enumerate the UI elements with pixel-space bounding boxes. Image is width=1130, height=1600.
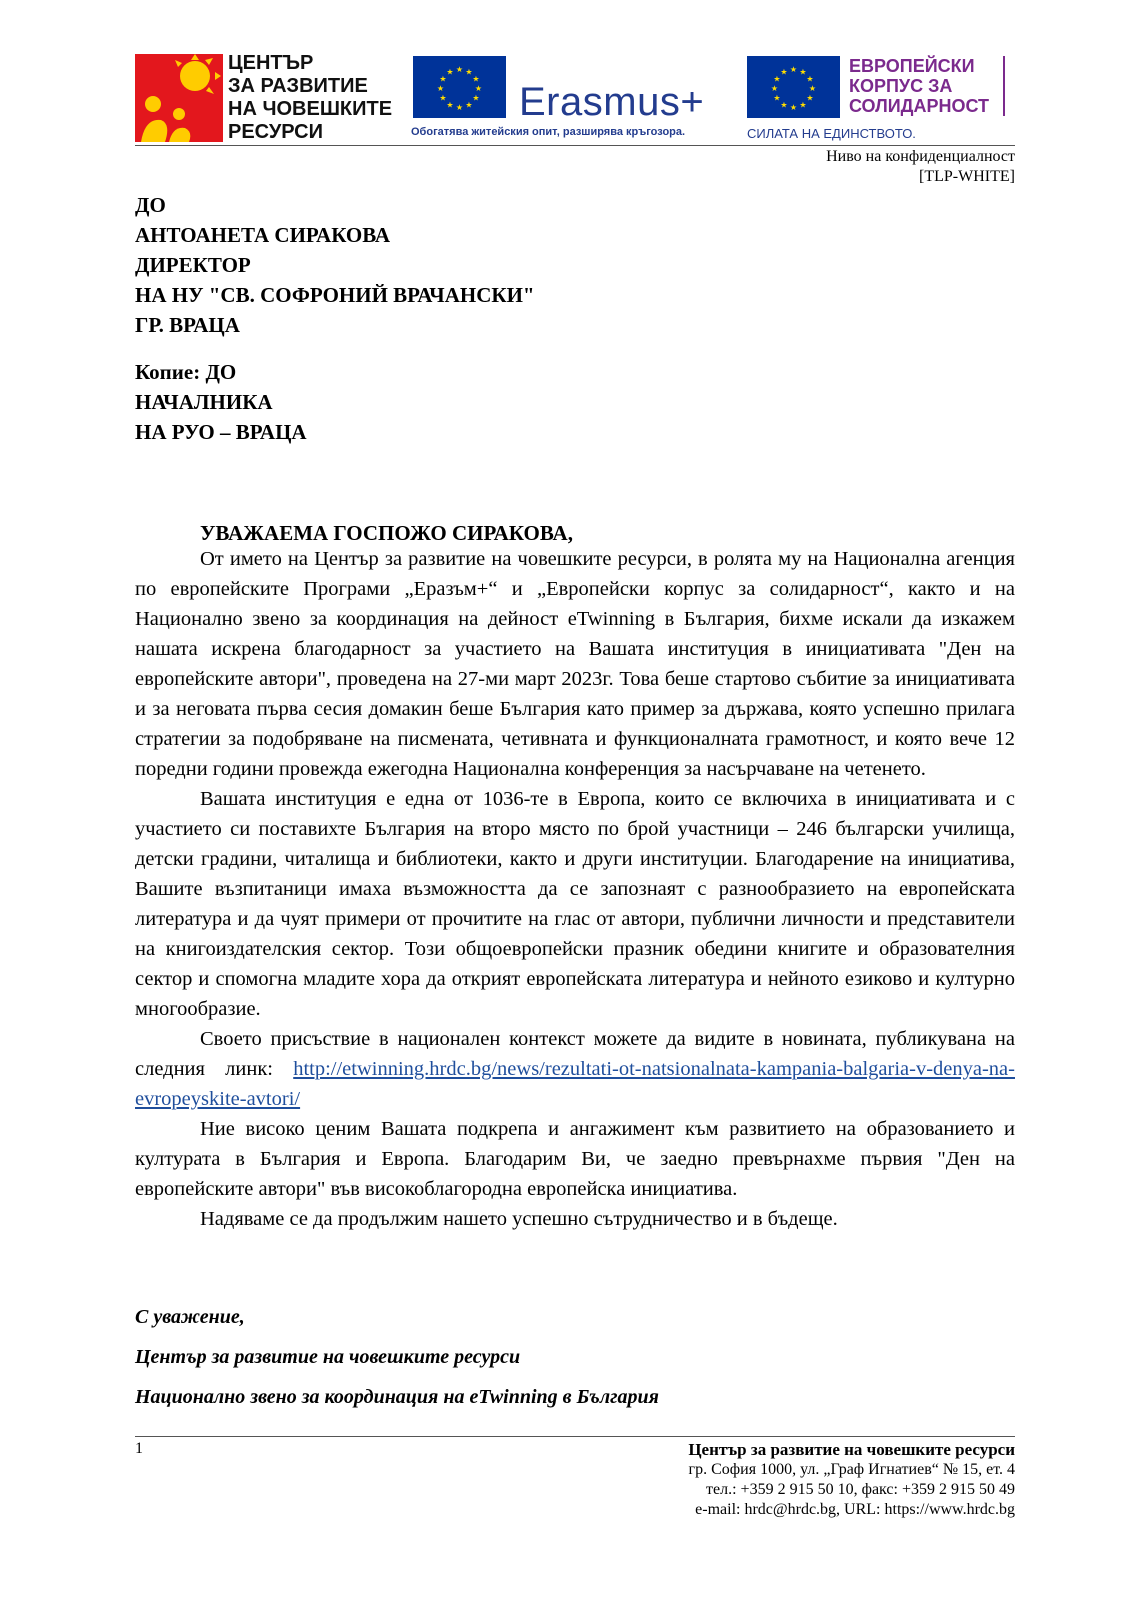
svg-text:★: ★ [439,93,447,103]
footer-address: гр. София 1000, ул. „Граф Игнатиев“ № 15, ет. 4 [688,1461,1015,1478]
svg-text:★: ★ [806,74,814,84]
footer-phones: тел.: +359 2 915 50 10, факс: +359 2 915 50 49 [706,1481,1015,1498]
svg-text:★: ★ [439,74,447,84]
svg-text:★: ★ [789,65,798,74]
letter-body [135,544,1015,1234]
link-paragraph-text: Своето присъствие в национален контекст можете да видите в новината, публикувана на следния линк: [135,1028,1015,1080]
svg-text:★: ★ [465,100,473,110]
addressee-line: ГР. ВРАЦА [135,313,240,337]
addressee-line: ДО [135,193,166,217]
addressee-line: НА НУ "СВ. СОФРОНИЙ ВРАЧАНСКИ" [135,283,535,307]
svg-text:★: ★ [808,84,817,93]
hrdc-logo-mark [135,54,223,142]
esc-logo-line: КОРПУС ЗА [849,76,953,96]
esc-tagline: СИЛАТА НА ЕДИНСТВОТО. [747,126,916,141]
svg-text:★: ★ [789,103,798,112]
svg-text:★: ★ [436,84,445,93]
hrdc-logo-line: РЕСУРСИ [228,121,323,143]
body-paragraph: Вашата институция е една от 1036-те в Европа, които се включиха в инициативата и с участието си поставихте България на второ място по брой участници – 246 български училища, детски градини, читалища и библиотеки, както и други институции. Благодарение на инициатива, Вашите възпитаници имаха възможността да се запознаят с разнообразието на европейската литература и да чуят примери от прочитите на глас от автори, публични личности и представители на книгоиздателския сектор. Този общоевропейски празник обедини книгите и образователния сектор и спомогна младите хора да открият европейската литература и нейното езиково и културно многообразие. [135,788,1015,1020]
svg-text:★: ★ [773,74,781,84]
addressee-block [135,190,535,340]
erasmus-tagline: Обогатява житейския опит, разширява кръгозора. [411,126,686,138]
svg-text:★: ★ [455,65,464,74]
salutation: УВАЖАЕМА ГОСПОЖО СИРАКОВА, [200,521,573,545]
hrdc-logo-line: ЦЕНТЪР [228,52,314,74]
esc-logo-line: ЕВРОПЕЙСКИ [849,56,975,76]
footer-contacts [688,1440,1015,1520]
addressee-line: ДИРЕКТОР [135,253,251,277]
svg-text:★: ★ [446,100,454,110]
letterhead [135,50,1015,144]
confidentiality-level [826,147,1015,187]
svg-text:★: ★ [806,93,814,103]
footer-email-url: e-mail: hrdc@hrdc.bg, URL: https://www.hrdc.bg [695,1501,1015,1518]
esc-logo-line: СОЛИДАРНОСТ [849,96,990,116]
copy-to-block [135,357,307,447]
closing-line: Национално звено за координация на eTwinning в България [135,1386,659,1408]
body-paragraph: Надяваме се да продължим нашето успешно сътрудничество и в бъдеще. [200,1208,838,1230]
confidentiality-value: [TLP-WHITE] [919,168,1015,185]
footer-divider [135,1436,1015,1437]
hrdc-logo-line: ЗА РАЗВИТИЕ [228,75,368,97]
svg-text:★: ★ [773,93,781,103]
esc-logo-divider [1003,56,1005,116]
copy-to-line: НАЧАЛНИКА [135,390,273,414]
svg-text:★: ★ [472,93,480,103]
news-link[interactable]: http://etwinning.hrdc.bg/news/rezultati-ot-natsionalnata-kampania-balgaria-v-denya-na-evropeyskite-avtori/ [135,1058,1015,1110]
erasmus-logo-text: Erasmus+ [519,80,705,124]
copy-to-line: НА РУО – ВРАЦА [135,420,307,444]
body-paragraph-link [135,1024,1015,1114]
header-divider [135,145,1015,146]
closing-line: С уважение, [135,1306,245,1328]
svg-text:★: ★ [446,67,454,77]
svg-text:★: ★ [455,103,464,112]
eu-flag-icon [413,56,506,118]
body-paragraph: Ние високо ценим Вашата подкрепа и ангажимент към развитието на образованието и културата в България и Европа. Благодарим Ви, че заедно превърнахме първия "Ден на европейските автори" във високоблагородна европейска инициатива. [135,1118,1015,1200]
eu-flag-icon [747,56,840,118]
body-paragraph: От името на Център за развитие на човешките ресурси, в ролята му на Национална агенция по европейските Програми „Еразъм+“ и „Европейски корпус за солидарност“, както и на Национално звено за координация на дейност eTwinning в България, бихме искали да изкажем нашата искрена благодарност за участието на Вашата институция в инициативата "Ден на европейските автори", проведена на 27-ми март 2023г. Това беше стартово събитие за инициативата и за неговата първа сесия домакин беше България като пример за държава, която успешно прилага стратегии за подобряване на писмената, четивната и функционалната грамотност, и която вече 12 поредни години провежда ежегодна Национална конференция за насърчаване на четенето. [135,548,1015,780]
confidentiality-label: Ниво на конфиденциалност [826,148,1015,165]
svg-text:★: ★ [799,100,807,110]
closing-block [135,1297,659,1417]
svg-text:★: ★ [799,67,807,77]
hrdc-logo-line: НА ЧОВЕШКИТЕ [228,98,393,120]
footer-org: Център за развитие на човешките ресурси [688,1440,1015,1459]
svg-text:★: ★ [780,100,788,110]
svg-text:★: ★ [465,67,473,77]
copy-to-line: Копие: ДО [135,360,237,384]
hrdc-logo-text [228,52,392,144]
page-number: 1 [135,1440,143,1457]
closing-line: Център за развитие на човешките ресурси [135,1346,521,1368]
svg-text:★: ★ [474,84,483,93]
esc-logo-text [849,56,989,116]
addressee-line: АНТОАНЕТА СИРАКОВА [135,223,391,247]
svg-text:★: ★ [780,67,788,77]
svg-text:★: ★ [472,74,480,84]
svg-text:★: ★ [770,84,779,93]
